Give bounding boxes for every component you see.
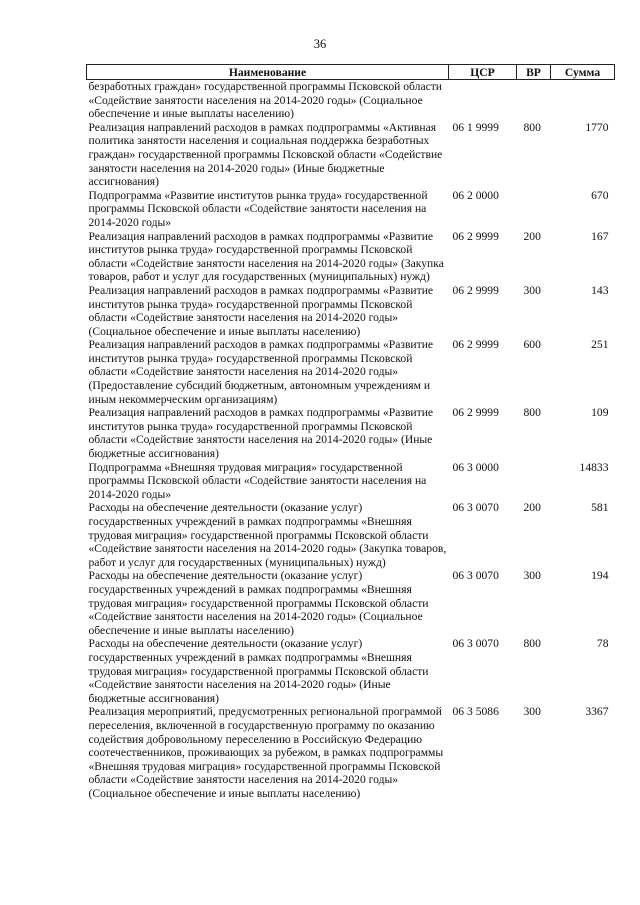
row-vr: 300: [523, 705, 541, 719]
table-row: [87, 230, 615, 284]
table-row: [87, 406, 615, 460]
row-csr: 06 3 5086: [452, 705, 499, 719]
budget-table: [86, 64, 615, 800]
row-csr: 06 2 9999: [452, 283, 499, 297]
row-name: Реализация направлений расходов в рамках подпрограммы «Развитие институтов рынка труда» государственной программы Псковской области «Содействие занятости населения на 2014-2020 годы» (Предоставление субсидий бюджетным, автономным учреждениям и иным некоммерческим организациям): [88, 338, 434, 406]
header-sum: Сумма: [551, 65, 615, 80]
row-sum: 581: [591, 501, 609, 515]
header-vr: ВР: [517, 65, 551, 80]
page-number: 36: [313, 37, 327, 51]
table-row: [87, 121, 615, 189]
row-vr: [517, 461, 551, 502]
row-vr: 300: [523, 283, 541, 297]
row-name: Реализация направлений расходов в рамках подпрограммы «Развитие институтов рынка труда» государственной программы Псковской области «Содействие занятости населения на 2014-2020 годы» (Иные бюджетные ассигнования): [88, 406, 434, 461]
row-csr: 06 3 0070: [452, 637, 499, 651]
row-sum: 167: [591, 229, 609, 243]
row-vr: 300: [523, 569, 541, 583]
row-csr: 06 3 0000: [452, 460, 499, 474]
row-sum: 14833: [579, 460, 609, 474]
row-vr: [517, 189, 551, 230]
row-name: Подпрограмма «Развитие институтов рынка труда» государственной программы Псковской области «Содействие занятости населения на 2014-2020 годы»: [88, 188, 428, 229]
table-row: [87, 705, 615, 800]
table-row: [87, 569, 615, 637]
table-row: [87, 284, 615, 338]
row-sum: 1770: [585, 120, 609, 134]
table-row: [87, 501, 615, 569]
row-sum: 670: [591, 188, 609, 202]
row-vr: [517, 80, 551, 121]
row-vr: 800: [523, 120, 541, 134]
row-name: Расходы на обеспечение деятельности (оказание услуг) государственных учреждений в рамках подпрограммы «Внешняя трудовая миграция» государственной программы Псковской области «Содействие занятости населения на 2014-2020 годы» (Социальное обеспечение и иные выплаты населению): [88, 569, 429, 637]
row-csr: 06 2 9999: [452, 338, 499, 352]
table-row: [87, 637, 615, 705]
row-sum: 194: [591, 569, 609, 583]
table-header-row: [87, 65, 615, 80]
row-sum: [551, 80, 615, 121]
row-name: Реализация направлений расходов в рамках подпрограммы «Развитие институтов рынка труда» государственной программы Псковской области «Содействие занятости населения на 2014-2020 годы» (Социальное обеспечение и иные выплаты населению): [88, 283, 434, 338]
row-name: Реализация направлений расходов в рамках подпрограммы «Активная политика занятости населения и социальная поддержка безработных граждан» государственной программы Псковской области «Содействие занятости населения на 2014-2020 годы» (Иные бюджетные ассигнования): [88, 120, 443, 189]
row-csr: 06 2 9999: [452, 406, 499, 420]
row-name: Подпрограмма «Внешняя трудовая миграция» государственной программы Псковской области «Содействие занятости населения на 2014-2020 годы»: [88, 460, 427, 501]
row-vr: 600: [523, 338, 541, 352]
row-csr: 06 1 9999: [452, 120, 499, 134]
row-csr: 06 3 0070: [452, 569, 499, 583]
row-csr: [449, 80, 517, 121]
row-name: Расходы на обеспечение деятельности (оказание услуг) государственных учреждений в рамках подпрограммы «Внешняя трудовая миграция» государственной программы Псковской области «Содействие занятости населения на 2014-2020 годы» (Закупка товаров, работ и услуг для государственных (муниципальных) нужд): [88, 501, 447, 569]
row-sum: 3367: [585, 705, 609, 719]
row-vr: 800: [523, 406, 541, 420]
row-csr: 06 2 9999: [452, 229, 499, 243]
header-name: Наименование: [87, 65, 449, 80]
row-sum: 78: [596, 637, 609, 651]
table-row: [87, 338, 615, 406]
row-sum: 251: [591, 338, 609, 352]
row-vr: 200: [523, 229, 541, 243]
row-name: безработных граждан» государственной программы Псковской области «Содействие занятости населения на 2014-2020 годы» (Социальное обеспечение и иные выплаты населению): [88, 80, 443, 121]
row-name: Реализация мероприятий, предусмотренных региональной программой переселения, включенной в государственную программу по оказанию содействия добровольному переселению в Российскую Федерацию соотечественников, проживающих за рубежом, в рамках подпрограммы «Внешняя трудовая миграция» государственной программы Псковской области «Содействие занятости населения на 2014-2020 годы» (Социальное обеспечение и иные выплаты населению): [88, 705, 444, 800]
header-csr: ЦСР: [449, 65, 517, 80]
row-vr: 200: [523, 501, 541, 515]
table-row: [87, 80, 615, 121]
row-sum: 143: [591, 283, 609, 297]
table-row: [87, 461, 615, 502]
row-csr: 06 3 0070: [452, 501, 499, 515]
row-csr: 06 2 0000: [452, 188, 499, 202]
row-sum: 109: [591, 406, 609, 420]
row-vr: 800: [523, 637, 541, 651]
row-name: Расходы на обеспечение деятельности (оказание услуг) государственных учреждений в рамках подпрограммы «Внешняя трудовая миграция» государственной программы Псковской области «Содействие занятости населения на 2014-2020 годы» (Иные бюджетные ассигнования): [88, 637, 429, 705]
row-name: Реализация направлений расходов в рамках подпрограммы «Развитие институтов рынка труда» государственной программы Псковской области «Содействие занятости населения на 2014-2020 годы» (Закупка товаров, работ и услуг для государственных (муниципальных) нужд): [88, 229, 444, 284]
table-row: [87, 189, 615, 230]
